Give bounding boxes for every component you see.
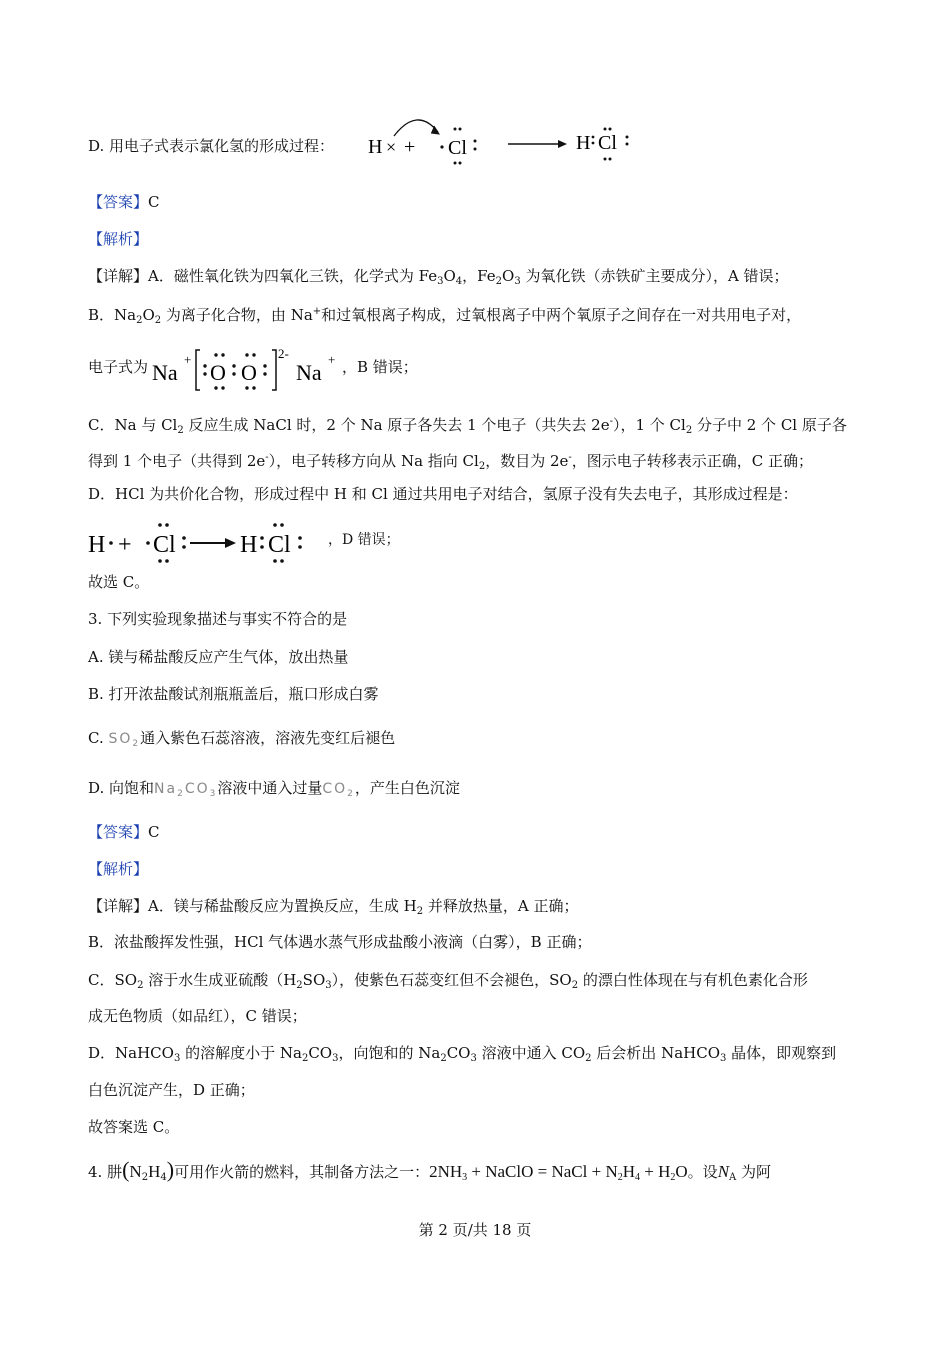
analysis-label-q2: 【解析】	[88, 230, 149, 248]
svg-text:+: +	[118, 532, 132, 558]
svg-text:+: +	[328, 352, 336, 367]
product-cl: Cl	[598, 132, 617, 154]
detail-q2-a: 【详解】A．磁性氧化铁为四氧化三铁，化学式为 $Fe_3O_4$，$Fe_2O_3$ 为氧化铁（赤铁矿主要成分），A 错误；	[88, 267, 789, 287]
page-footer: 第 2 页/共 18 页	[418, 1221, 532, 1239]
option-d-hcl-formation: D. 用电子式表示氯化氢的形成过程：	[88, 137, 335, 155]
svg-text:2-: 2-	[278, 346, 289, 361]
q4-equation: $2NH_3$ + NaClO = NaCl + $N_2H_4 + H_2O$	[429, 1162, 688, 1183]
na2o2-electron-formula	[150, 336, 350, 396]
analysis-label-q3: 【解析】	[88, 860, 149, 878]
na2o2-electron-formula-prefix: 电子式为	[88, 358, 149, 376]
svg-text:O: O	[210, 360, 226, 385]
svg-text:H: H	[88, 532, 106, 558]
answer-q2: 【答案】C	[88, 193, 160, 211]
q3-option-b: B. 打开浓盐酸试剂瓶瓶盖后，瓶口形成白雾	[88, 685, 379, 703]
electron-dot	[440, 145, 443, 148]
answer-q3: 【答案】C	[88, 823, 160, 841]
q3-option-d: D. 向饱和$Na_2CO_3$溶液中通入过量$CO_2$，产生白色沉淀	[88, 779, 460, 799]
svg-text:H: H	[240, 532, 258, 558]
detail-q3-a: 【详解】A．镁与稀盐酸反应为置换反应，生成 $H_2$ 并释放热量，A 正确；	[88, 897, 579, 917]
svg-text:O: O	[241, 360, 257, 385]
q3-option-a: A. 镁与稀盐酸反应产生气体，放出热量	[88, 648, 349, 666]
electron-transfer-arrow	[394, 120, 438, 136]
svg-text:Na: Na	[296, 360, 322, 385]
detail-q2-c1: C．Na 与 $Cl_2$ 反应生成 NaCl 时，2 个 Na 原子各失去 1 个电子（共失去 2e-），1 个 $Cl_2$ 分子中 2 个 Cl 原子各	[88, 416, 847, 436]
hcl-covalent-formation-diagram	[86, 518, 336, 566]
q3-option-c: C. $SO_2$通入紫色石蕊溶液，溶液先变红后褪色	[88, 729, 396, 749]
question-4: 4. 肼$(N_2H_4)$可用作火箭的燃料，其制备方法之一：$2NH_3$ + NaClO = NaCl + $N_2H_4 + H_2O$。设$N_A$ 为阿	[88, 1157, 772, 1183]
diagram-h: H	[368, 136, 383, 158]
detail-q3-d1: D．NaHCO$_3$ 的溶解度小于 $Na_2CO_3$，向饱和的 $Na_2CO_3$ 溶液中通入 $CO_2$ 后会析出 NaHCO$_3$ 晶体，即观察到	[88, 1044, 837, 1064]
svg-text:Cl: Cl	[153, 532, 176, 558]
diagram-times: ×	[386, 137, 397, 157]
detail-q2-b: B．$Na_2O_2$ 为离子化合物，由 Na+和过氧根离子构成，过氧根离子中两个氧原子之间存在一对共用电子对，	[88, 306, 802, 326]
arrow-head	[431, 126, 439, 134]
q2-conclusion: 故选 C。	[88, 573, 150, 591]
detail-q3-c1: C．$SO_2$ 溶于水生成亚硫酸$(H_2SO_3)$，使紫色石蕊变红但不会褪色，$SO_2$ 的漂白性体现在与有机色素化合形	[88, 971, 808, 991]
detail-q3-b: B．浓盐酸挥发性强，HCl 气体遇水蒸气形成盐酸小液滴（白雾），B 正确；	[88, 933, 592, 951]
svg-text:Cl: Cl	[268, 532, 291, 558]
diagram-plus: +	[404, 136, 416, 158]
detail-q3-d2: 白色沉淀产生，D 正确；	[88, 1081, 255, 1099]
detail-q2-c2: 得到 1 个电子（共得到 2e-），电子转移方向从 Na 指向 $Cl_2$，数目为 2e-，图示电子转移表示正确，C 正确；	[88, 452, 814, 472]
detail-q3-c2: 成无色物质（如品红），C 错误；	[88, 1007, 307, 1025]
svg-text:Na: Na	[152, 360, 178, 385]
detail-q2-d: D．HCl 为共价化合物，形成过程中 H 和 Cl 通过共用电子对结合，氢原子没有失去电子，其形成过程是：	[88, 485, 798, 503]
product-h: H	[576, 132, 591, 154]
hcl-electron-transfer-diagram	[362, 108, 642, 168]
hcl-diagram-suffix: ，D 错误；	[328, 532, 400, 548]
q3-conclusion: 故答案选 C。	[88, 1118, 180, 1136]
na2o2-suffix: ，B 错误；	[342, 358, 418, 376]
svg-text:+: +	[184, 352, 192, 367]
diagram-cl: Cl	[448, 137, 467, 159]
question-3: 3. 下列实验现象描述与事实不符合的是	[88, 610, 348, 628]
